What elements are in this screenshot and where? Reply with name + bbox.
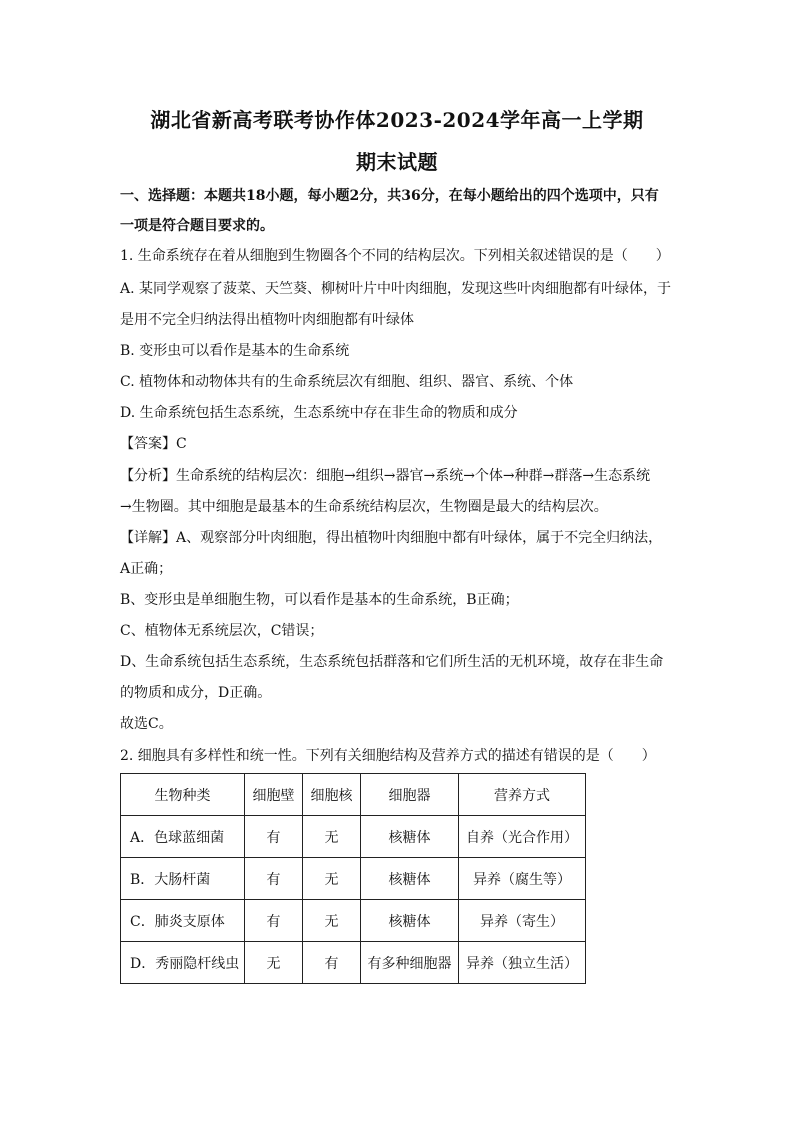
q1-analysis: 【分析】生命系统的结构层次：细胞→组织→器官→系统→个体→种群→群落→生态系统 xyxy=(120,468,651,484)
table-row xyxy=(121,900,586,942)
q1-option-b: B. 变形虫可以看作是基本的生命系统 xyxy=(120,343,350,359)
q1-option-c: C. 植物体和动物体共有的生命系统层次有细胞、组织、器官、系统、个体 xyxy=(120,374,574,390)
table-header-cell: 生物种类 xyxy=(121,774,245,816)
q1-detail-c: C、植物体无系统层次，C错误； xyxy=(120,623,324,639)
table-cell: 核糖体 xyxy=(361,900,459,942)
table-row xyxy=(121,858,586,900)
table-row xyxy=(121,942,586,984)
q1-detail: 【详解】A、观察部分叶肉细胞，得出植物叶肉细胞中都有叶绿体，属于不完全归纳法， xyxy=(120,530,663,546)
table-cell: 无 xyxy=(303,816,361,858)
table-cell: 异养（腐生等） xyxy=(459,858,586,900)
q1-detail-d: D、生命系统包括生态系统，生态系统包括群落和它们所生活的无机环境，故存在非生命 xyxy=(120,654,664,670)
table-cell: 有 xyxy=(245,900,303,942)
table-cell: 无 xyxy=(303,900,361,942)
q2-stem: 2. 细胞具有多样性和统一性。下列有关细胞结构及营养方式的描述有错误的是（ ） xyxy=(120,748,656,764)
table-cell: 无 xyxy=(303,858,361,900)
q1-detail-b: B、变形虫是单细胞生物，可以看作是基本的生命系统，B正确； xyxy=(120,592,519,608)
table-header-cell: 细胞核 xyxy=(303,774,361,816)
table-header-cell: 营养方式 xyxy=(459,774,586,816)
table-cell: 核糖体 xyxy=(361,858,459,900)
table-cell: B．大肠杆菌 xyxy=(121,858,245,900)
table-header-cell: 细胞壁 xyxy=(245,774,303,816)
q1-analysis-cont: →生物圈。其中细胞是最基本的生命系统结构层次，生物圈是最大的结构层次。 xyxy=(120,499,608,515)
document-title: 湖北省新高考联考协作体2023-2024学年高一上学期 xyxy=(150,108,644,132)
table-cell: D．秀丽隐杆线虫 xyxy=(121,942,245,984)
q1-option-d: D. 生命系统包括生态系统，生态系统中存在非生命的物质和成分 xyxy=(120,405,518,421)
q1-answer: 【答案】C xyxy=(120,436,187,452)
table-header-row xyxy=(121,774,586,816)
q1-conclusion: 故选C。 xyxy=(120,716,173,732)
q1-stem: 1. 生命系统存在着从细胞到生物圈各个不同的结构层次。下列相关叙述错误的是（ ） xyxy=(120,248,670,264)
table-row xyxy=(121,816,586,858)
table-cell: 有 xyxy=(245,858,303,900)
table-cell: 有 xyxy=(303,942,361,984)
table-cell: 核糖体 xyxy=(361,816,459,858)
table-cell: 自养（光合作用） xyxy=(459,816,586,858)
q1-option-a: A. 某同学观察了菠菜、天竺葵、柳树叶片中叶肉细胞，发现这些叶肉细胞都有叶绿体，于 xyxy=(120,281,672,297)
q2-table xyxy=(120,773,586,984)
table-cell: A．色球蓝细菌 xyxy=(121,816,245,858)
q1-option-a-cont: 是用不完全归纳法得出植物叶肉细胞都有叶绿体 xyxy=(120,312,414,328)
table-cell: 有多种细胞器 xyxy=(361,942,459,984)
table-cell: 异养（寄生） xyxy=(459,900,586,942)
q1-detail-d-cont: 的物质和成分，D正确。 xyxy=(120,685,272,701)
q1-detail-a: A正确； xyxy=(120,561,173,577)
table-cell: 无 xyxy=(245,942,303,984)
section-heading-cont: 一项是符合题目要求的。 xyxy=(120,218,274,234)
table-header-cell: 细胞器 xyxy=(361,774,459,816)
table-cell: C．肺炎支原体 xyxy=(121,900,245,942)
table-cell: 异养（独立生活） xyxy=(459,942,586,984)
section-heading: 一、选择题：本题共18小题，每小题2分，共36分，在每小题给出的四个选项中，只有 xyxy=(120,188,659,204)
table-cell: 有 xyxy=(245,816,303,858)
document-subtitle: 期末试题 xyxy=(356,150,438,174)
